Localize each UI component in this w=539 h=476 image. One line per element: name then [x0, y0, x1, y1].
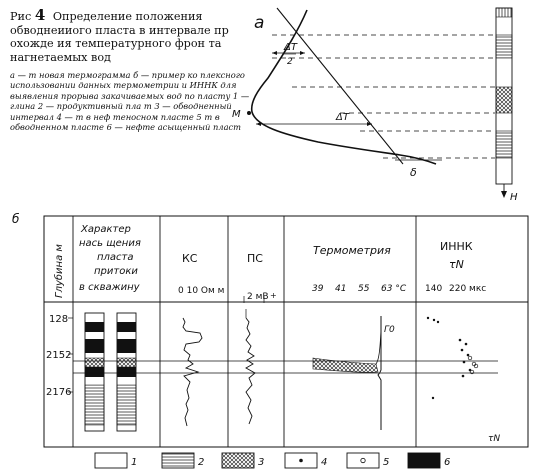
- thermo-anomaly-fill: [313, 358, 378, 372]
- legend-label-5: 5: [383, 457, 390, 468]
- depth-ticks: [46, 314, 71, 398]
- legend-label-2: 2: [198, 457, 205, 468]
- ps-sign: +: [270, 291, 277, 300]
- legend-swatch-1: [95, 453, 127, 468]
- char-header-line-1: Характер: [81, 224, 131, 235]
- char-header-line-3: пласта: [97, 252, 134, 263]
- innk-tick-2: 220 мкс: [449, 284, 487, 294]
- legend: [95, 453, 450, 468]
- panel-b-label: б: [12, 212, 20, 226]
- point-m-marker: [247, 111, 251, 115]
- legend-label-6: 6: [444, 457, 451, 468]
- thermo-anomaly-edge: [376, 330, 381, 364]
- legend-label-4: 4: [321, 457, 328, 468]
- thermo-tick-4: 63 °С: [381, 284, 407, 294]
- figure-title: Определение положения обводнеииого пласта в интервале пp охожде ия температурного фрон та нагнетаемых вод: [10, 10, 229, 64]
- innk-header: ИННК: [440, 240, 473, 253]
- legend-dot-4: [299, 459, 303, 463]
- half-delta-label: ΔT: [284, 42, 297, 53]
- thermo-tick-2: 41: [335, 284, 347, 294]
- legend-label-3: 3: [258, 457, 265, 468]
- panel-a-label: а: [254, 13, 265, 33]
- well-column-a: [496, 8, 512, 184]
- thermo-tick-1: 39: [312, 284, 324, 294]
- char-header-line-2: нась щения: [79, 238, 141, 249]
- delta-interval-label: δ: [410, 166, 417, 179]
- legend-swatch-3: [222, 453, 254, 468]
- depth-tick-128: 128: [49, 314, 69, 325]
- depth-arrowhead: [501, 191, 507, 198]
- delta-label: ΔT: [336, 112, 349, 123]
- legend-swatch-6: [408, 453, 440, 468]
- depth-axis-label: H: [510, 192, 518, 203]
- half-delta-arrowhead-left: [272, 51, 277, 55]
- point-m-label: M: [232, 109, 241, 120]
- ps-scale: 2 мВ: [247, 292, 269, 302]
- depth-column-header: Глубина м: [54, 244, 65, 298]
- half-delta-arrowhead-right: [300, 51, 305, 55]
- thermo-tick-3: 55: [358, 284, 370, 294]
- curve-label-g0: Г0: [384, 325, 395, 335]
- ps-curve: [246, 318, 255, 424]
- ks-scale: 0 10 Ом м: [178, 286, 225, 296]
- innk-tick-1: 140: [425, 284, 443, 294]
- char-header-line-5: в скважину: [79, 282, 140, 293]
- lithology-column-1: [85, 313, 104, 431]
- figure-number: 4: [34, 6, 46, 24]
- lithology-column-2: [117, 313, 136, 431]
- depth-tick-2152: 2152: [46, 350, 72, 361]
- depth-tick-2176: 2176: [46, 387, 72, 398]
- legend-swatch-2: [162, 453, 194, 468]
- figure-caption-body: а — т новая термограмма б — пример ко плексного использовании данных термометрии и ИННК для выявления прорыва закачиваемых вод по пласту 1 — глина 2 — продуктивный пла т 3 — обводненный интервал 4 — т в неф теносном пласте 5 т в обводненном пласте 6 — нефте асыщенный пласт: [10, 70, 250, 133]
- half-delta-denominator: 2: [287, 57, 293, 67]
- ks-curve: [183, 318, 202, 426]
- legend-swatch-5: [347, 453, 379, 468]
- thermometry-ticks: [312, 284, 407, 294]
- character-column-header: [79, 224, 141, 293]
- legend-label-1: 1: [131, 457, 138, 468]
- char-header-line-4: притоки: [94, 266, 138, 277]
- ps-header: ПС: [247, 252, 263, 265]
- figure-label: Рис: [10, 10, 32, 23]
- panel-b: [12, 212, 528, 447]
- innk-points: [427, 317, 472, 399]
- innk-subheader: τN: [449, 258, 464, 271]
- ks-header: КС: [182, 252, 198, 265]
- thermogram-curve: [252, 10, 436, 164]
- delta-arrowhead-left: [256, 122, 261, 126]
- thermometry-header: Термометрия: [313, 244, 391, 257]
- innk-bottom-label: τN: [488, 434, 501, 444]
- diagram-a: [232, 8, 518, 203]
